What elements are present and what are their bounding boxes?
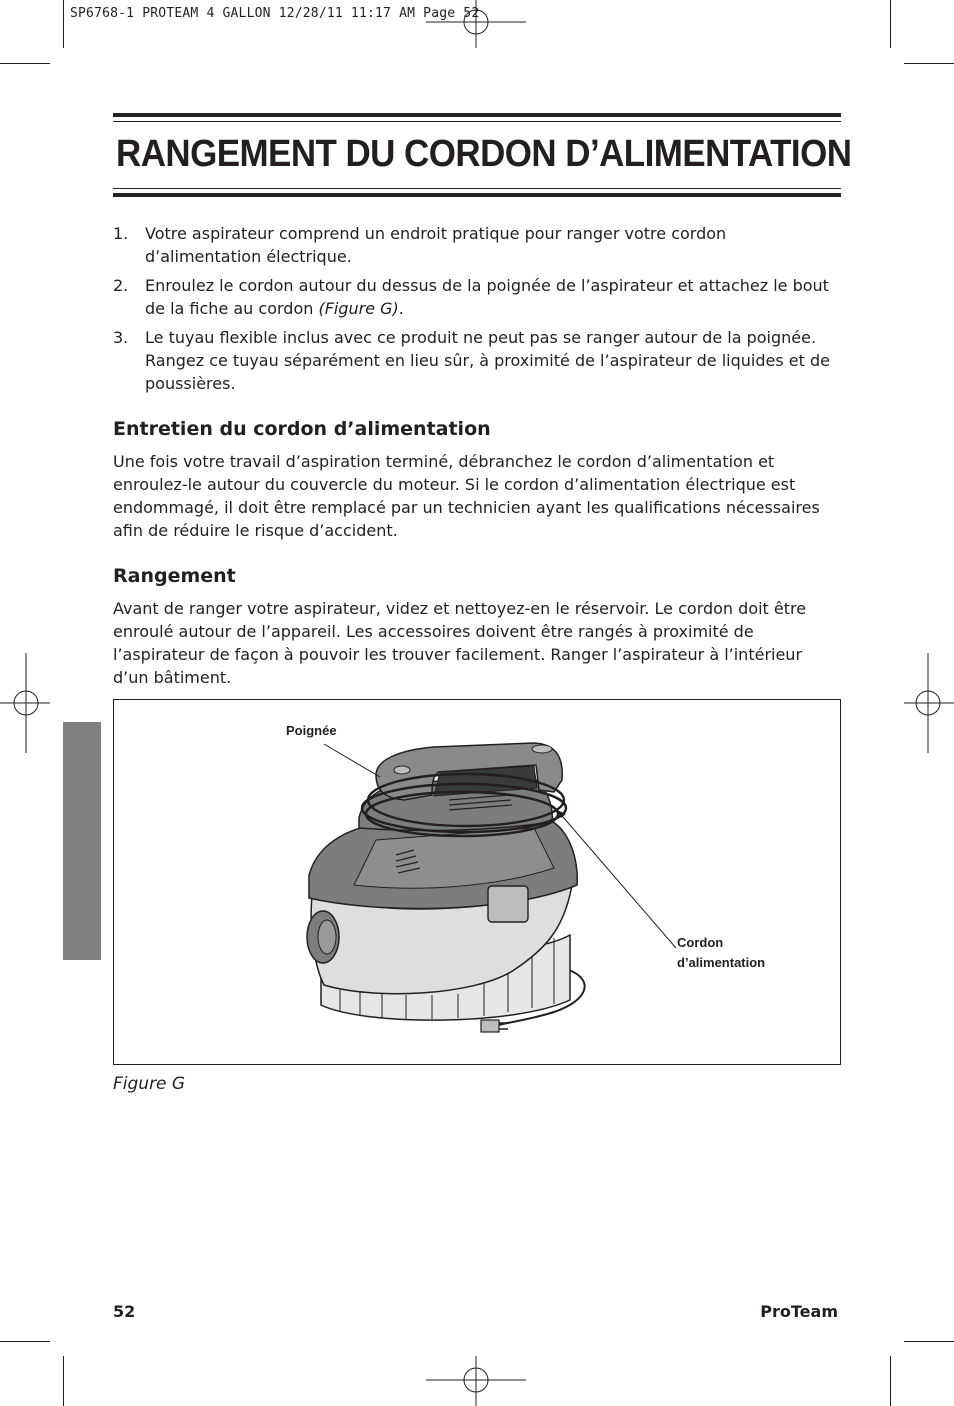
label-power-cord-line2: d’alimentation xyxy=(677,955,766,970)
title-rule-bottom xyxy=(113,193,841,197)
instruction-list xyxy=(113,222,833,401)
figure-reference: (Figure G) xyxy=(318,299,399,318)
label-power-cord-line1: Cordon xyxy=(677,935,724,950)
list-item xyxy=(113,274,833,320)
step-text: Enroulez le cordon autour du dessus de la poignée de l’aspirateur et attachez le bout de la fiche au cordon xyxy=(145,276,829,318)
title-rule-top xyxy=(113,113,841,117)
step-text-end: . xyxy=(398,299,404,318)
step-text: Votre aspirateur comprend un endroit pratique pour ranger votre cordon d’alimentation électrique. xyxy=(145,224,727,266)
section-body-storage: Avant de ranger votre aspirateur, videz et nettoyez-en le réservoir. Le cordon doit être enroulé autour de l’appareil. Les accessoires doivent être rangés à proximité de l’aspirateur de façon à pouvoir les trouver facilement. Ranger l’aspirateur à l’intérieur d’un bâtiment. xyxy=(113,599,807,687)
footer-brand: ProTeam xyxy=(760,1302,838,1321)
side-tab xyxy=(63,722,101,960)
title-rule-top-thin xyxy=(113,121,841,122)
list-item xyxy=(113,222,833,268)
print-slug: SP6768-1 PROTEAM 4 GALLON 12/28/11 11:17 AM Page 52 xyxy=(70,6,480,21)
step-number: 3. xyxy=(113,328,129,347)
title-rule-bottom-thin xyxy=(113,188,841,189)
label-handle: Poignée xyxy=(286,723,337,738)
vacuum-illustration xyxy=(114,700,840,1064)
list-item xyxy=(113,326,833,395)
figure-box xyxy=(113,699,841,1065)
page-title: RANGEMENT DU CORDON D’ALIMENTATION xyxy=(116,133,852,175)
section-heading-cord-care: Entretien du cordon d’alimentation xyxy=(113,418,491,440)
step-text: Le tuyau flexible inclus avec ce produit ne peut pas se ranger autour de la poignée. Rangez ce tuyau séparément en lieu sûr, à proximité de l’aspirateur de liquides et de poussières. xyxy=(145,328,830,393)
page-number: 52 xyxy=(113,1302,136,1321)
section-body-cord-care: Une fois votre travail d’aspiration terminé, débranchez le cordon d’alimentation et enroulez-le autour du couvercle du moteur. Si le cordon d’alimentation électrique est endommagé, il doit être remplacé par un technicien ayant les qualifications nécessaires afin de réduire le risque d’accident. xyxy=(113,452,820,540)
label-power-cord xyxy=(677,933,765,973)
step-number: 1. xyxy=(113,224,129,243)
section-heading-storage: Rangement xyxy=(113,565,236,587)
figure-caption: Figure G xyxy=(113,1074,186,1094)
step-number: 2. xyxy=(113,276,129,295)
